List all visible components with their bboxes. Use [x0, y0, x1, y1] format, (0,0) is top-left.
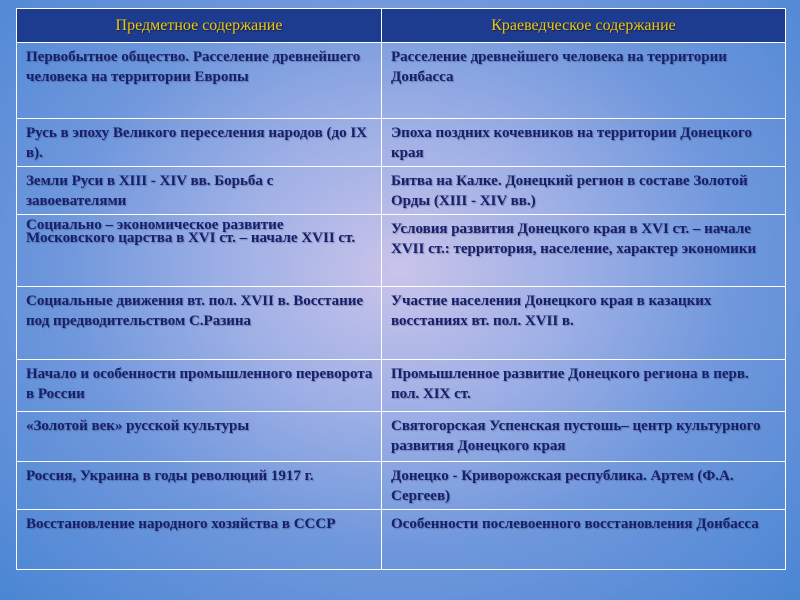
header-local-history-content: Краеведческое содержание: [382, 9, 786, 43]
table-cell: Социальные движения вт. пол. XVII в. Восстание под предводительством С.Разина: [17, 287, 382, 359]
table-row: [17, 215, 786, 287]
table-row: [17, 509, 786, 569]
table-cell: Эпоха поздних кочевников на территории Донецкого края: [382, 119, 786, 167]
table-cell: Особенности послевоенного восстановления Донбасса: [382, 509, 786, 569]
header-subject-content: Предметное содержание: [17, 9, 382, 43]
table-cell: Земли Руси в XIII - XIV вв. Борьба с завоевателями: [17, 167, 382, 215]
table-cell: Битва на Калке. Донецкий регион в составе Золотой Орды (XIII - XIV вв.): [382, 167, 786, 215]
table-row: [17, 287, 786, 359]
content-table: [16, 8, 786, 570]
table-cell: Донецко - Криворожская республика. Артем (Ф.А. Сергеев): [382, 461, 786, 509]
table-cell: Расселение древнейшего человека на территории Донбасса: [382, 43, 786, 119]
table-cell: «Золотой век» русской культуры: [17, 411, 382, 461]
table-row: [17, 461, 786, 509]
table-cell: Первобытное общество. Расселение древнейшего человека на территории Европы: [17, 43, 382, 119]
table-row: [17, 119, 786, 167]
table-row: [17, 359, 786, 411]
table-cell: Восстановление народного хозяйства в СССР: [17, 509, 382, 569]
table-cell: Святогорская Успенская пустошь– центр культурного развития Донецкого края: [382, 411, 786, 461]
table-header-row: [17, 9, 786, 43]
table-cell: Участие населения Донецкого края в казацких восстаниях вт. пол. XVII в.: [382, 287, 786, 359]
table-cell: Россия, Украина в годы революций 1917 г.: [17, 461, 382, 509]
table-cell: Русь в эпоху Великого переселения народов (до IX в).: [17, 119, 382, 167]
table-cell: Начало и особенности промышленного переворота в России: [17, 359, 382, 411]
table-row: [17, 43, 786, 119]
table-cell: Промышленное развитие Донецкого региона в перв. пол. XIX ст.: [382, 359, 786, 411]
table-cell: Условия развития Донецкого края в XVI ст. – начале XVII ст.: территория, население, характер экономики: [382, 215, 786, 287]
table-row: [17, 411, 786, 461]
table-cell: Социально – экономическое развитие Московского царства в XVI ст. – начале XVII ст.: [17, 215, 382, 287]
table-row: [17, 167, 786, 215]
